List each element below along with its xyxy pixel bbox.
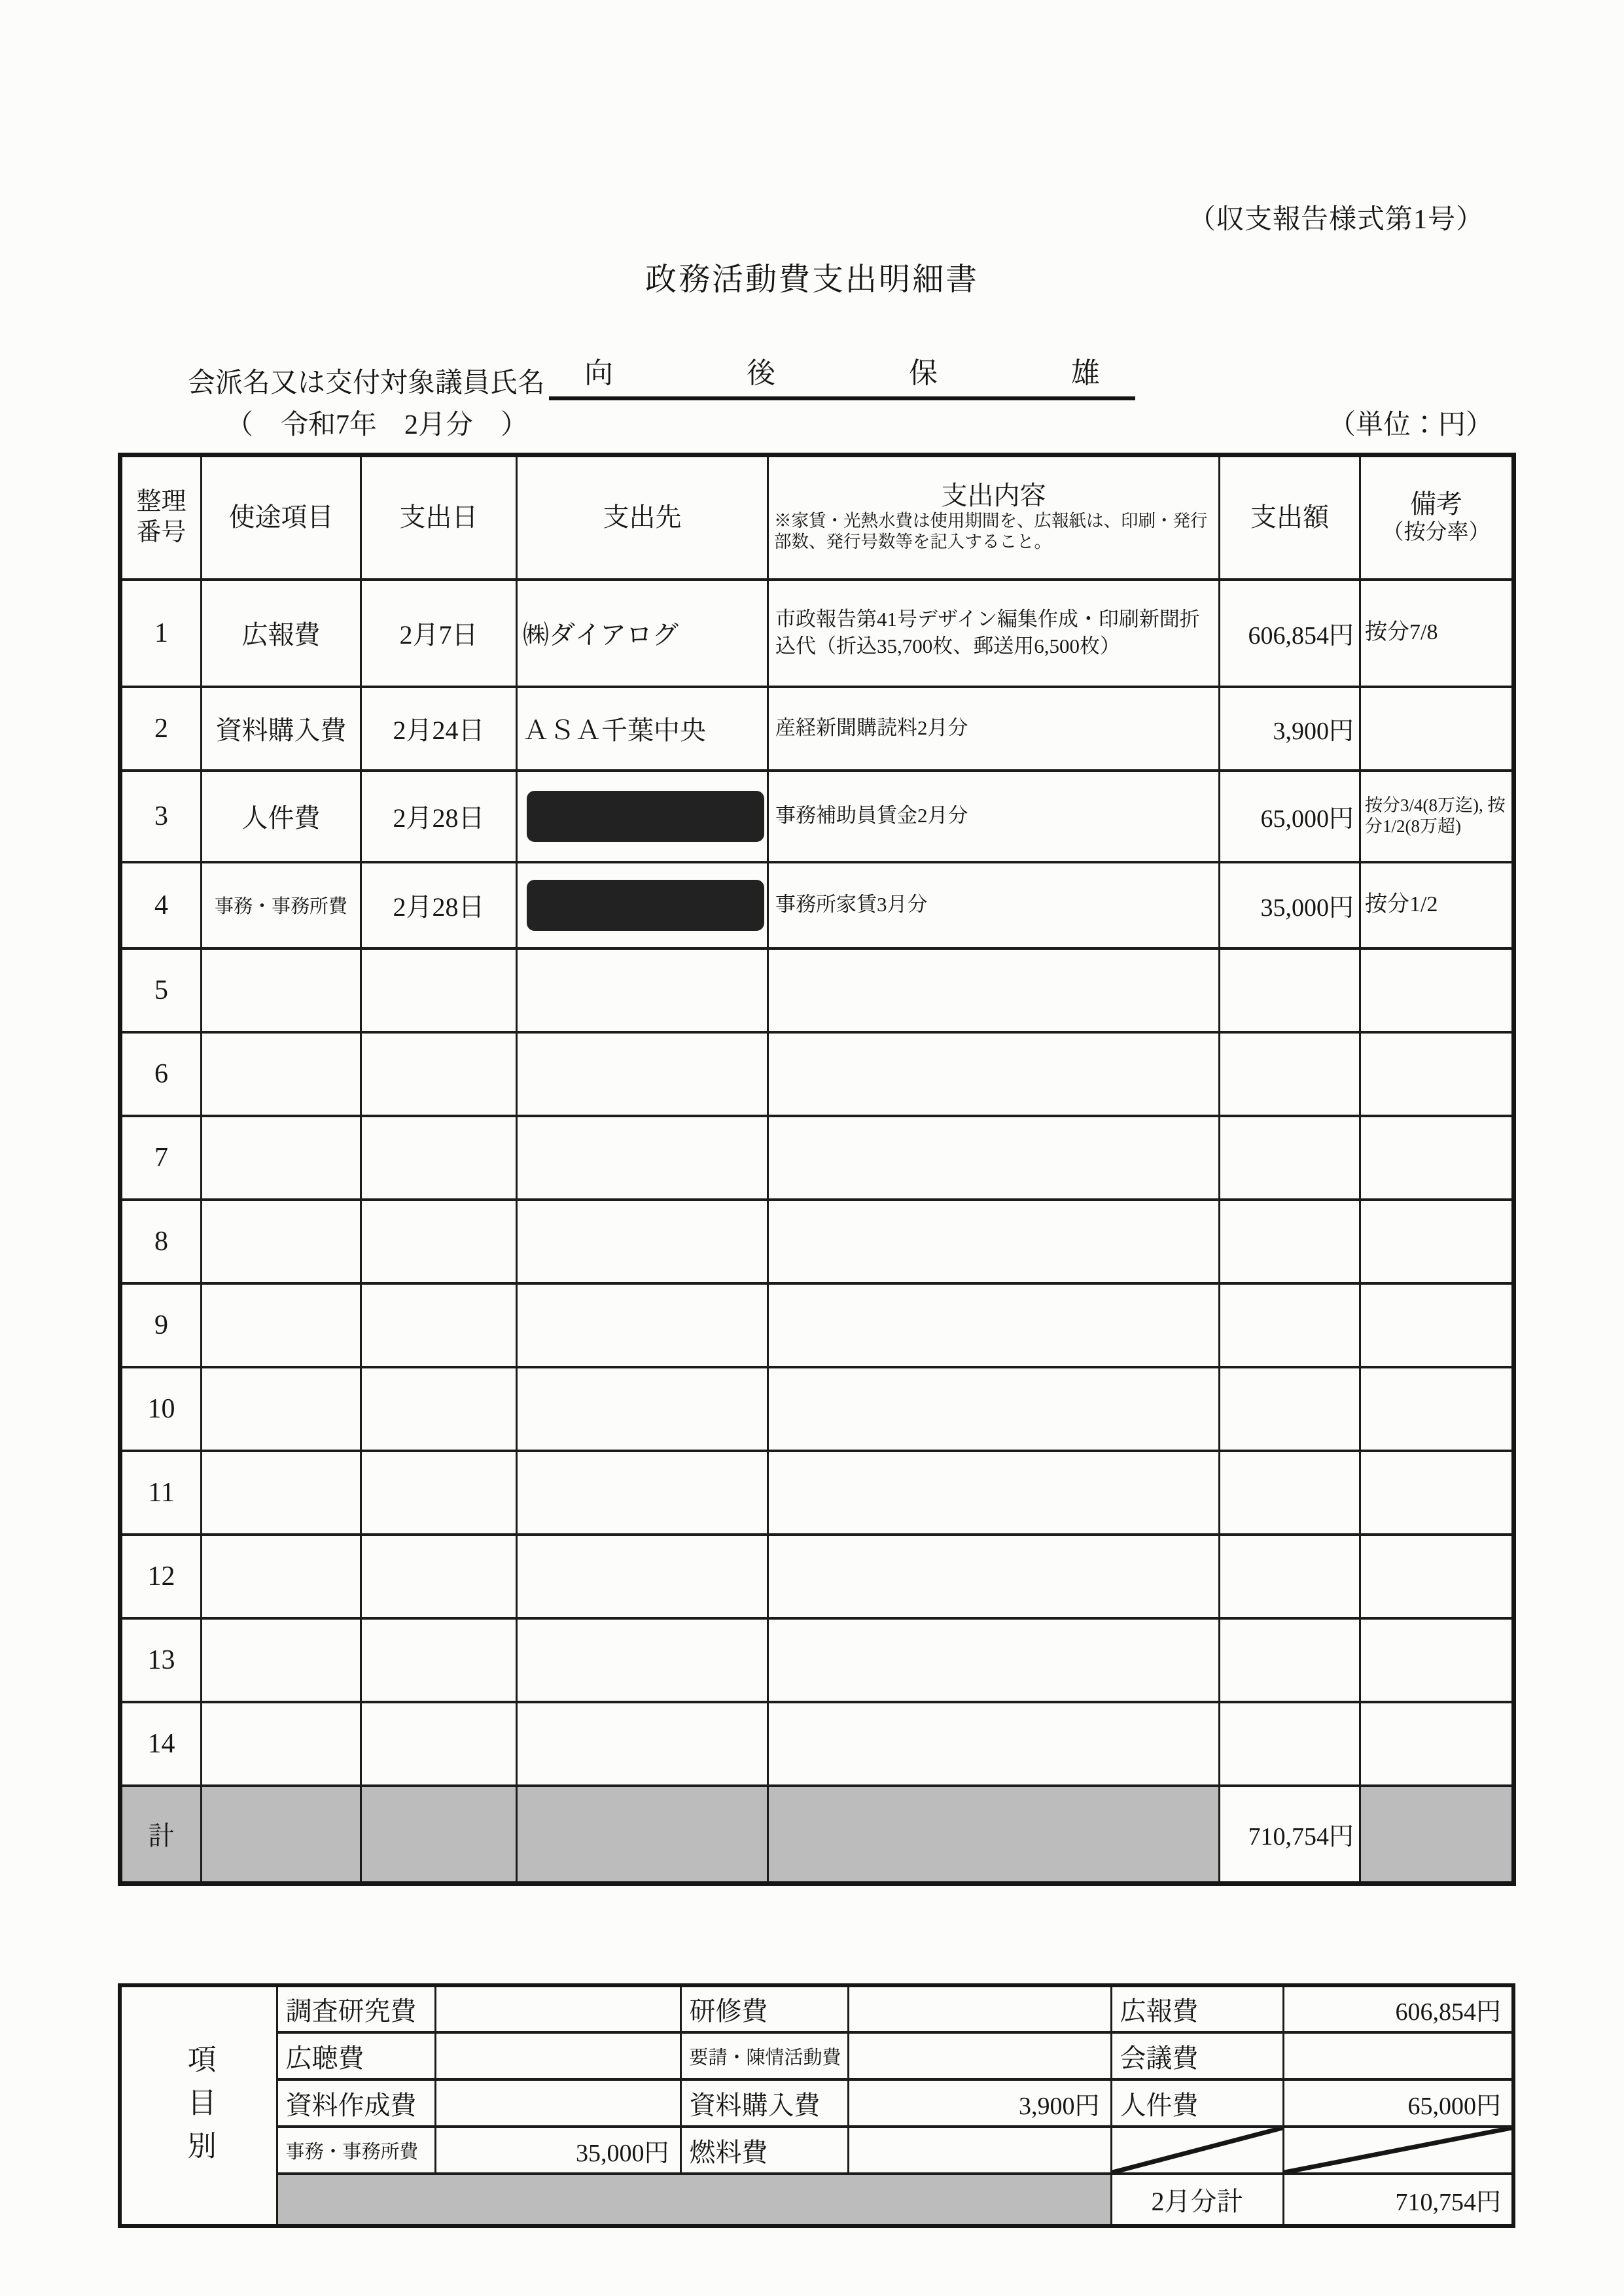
amount-cell: [1220, 1032, 1360, 1116]
entry-number-cell: 11: [120, 1451, 202, 1535]
amount-cell: [1220, 1451, 1360, 1535]
category-cell: 資料購入費: [202, 687, 361, 771]
amount-cell: [1220, 1200, 1360, 1283]
unit-note: （単位：円）: [1328, 410, 1493, 440]
entry-number-cell: 10: [120, 1367, 202, 1451]
entry-number-cell: 13: [120, 1618, 202, 1702]
total-empty-category: [202, 1786, 361, 1884]
summary-total-row: [120, 2174, 1513, 2226]
header-content: [768, 455, 1220, 580]
payee-cell: [517, 1283, 768, 1367]
content-cell: [768, 1451, 1220, 1535]
total-empty-remarks: [1360, 1786, 1514, 1884]
summary-amount: [435, 1985, 680, 2032]
entry-number-cell: 4: [120, 862, 202, 948]
date-cell: [361, 1618, 517, 1702]
expense-row: [120, 1702, 1514, 1786]
category-cell: [202, 1367, 361, 1451]
summary-amount: 65,000円: [1283, 2079, 1513, 2127]
category-cell: [202, 1200, 361, 1283]
remarks-cell: 按分7/8: [1360, 580, 1514, 687]
content-cell: [768, 1116, 1220, 1200]
summary-total-amount: 710,754円: [1283, 2174, 1513, 2226]
date-cell: [361, 1451, 517, 1535]
expense-row: [120, 1618, 1514, 1702]
remarks-cell: [1360, 1451, 1514, 1535]
header-content-title: 支出内容: [941, 480, 1046, 510]
expense-row: [120, 1032, 1514, 1116]
summary-row-3: [120, 2079, 1513, 2127]
category-cell: [202, 1702, 361, 1786]
summary-amount: [848, 1985, 1111, 2032]
remarks-cell: 按分3/4(8万迄), 按分1/2(8万超): [1360, 771, 1514, 862]
date-cell: [361, 1367, 517, 1451]
content-cell: [768, 1702, 1220, 1786]
amount-cell: [1220, 1618, 1360, 1702]
amount-cell: 606,854円: [1220, 580, 1360, 687]
entry-number-cell: 2: [120, 687, 202, 771]
entry-number-cell: 12: [120, 1535, 202, 1618]
entry-number-cell: 9: [120, 1283, 202, 1367]
member-name-row: [188, 349, 1135, 400]
summary-label: 会議費: [1111, 2032, 1283, 2079]
payee-cell: ＡＳＡ千葉中央: [517, 687, 768, 771]
summary-total-label: 2月分計: [1111, 2174, 1283, 2226]
date-cell: 2月7日: [361, 580, 517, 687]
diagonal-strike-line: [1284, 2128, 1512, 2172]
expense-row: [120, 1367, 1514, 1451]
payee-cell: [517, 1451, 768, 1535]
expense-row: [120, 687, 1514, 771]
date-cell: [361, 1200, 517, 1283]
date-cell: [361, 1283, 517, 1367]
summary-label: 資料作成費: [277, 2079, 435, 2127]
header-payee: 支出先: [517, 455, 768, 580]
payee-cell: [517, 862, 768, 948]
header-date: 支出日: [361, 455, 517, 580]
entry-number-cell: 1: [120, 580, 202, 687]
category-cell: [202, 1618, 361, 1702]
expense-row: [120, 1535, 1514, 1618]
summary-label: 研修費: [680, 1985, 848, 2032]
expense-total-row: [120, 1786, 1514, 1884]
content-cell: [768, 1535, 1220, 1618]
total-empty-date: [361, 1786, 517, 1884]
content-cell: [768, 1618, 1220, 1702]
summary-amount: 606,854円: [1283, 1985, 1513, 2032]
remarks-cell: [1360, 1200, 1514, 1283]
amount-cell: [1220, 1283, 1360, 1367]
content-cell: [768, 1032, 1220, 1116]
amount-cell: [1220, 1367, 1360, 1451]
payee-cell: [517, 1535, 768, 1618]
content-cell: [768, 1200, 1220, 1283]
amount-cell: [1220, 1535, 1360, 1618]
header-content-note: ※家賃・光熱水費は使用期間を、広報紙は、印刷・発行部数、発行号数等を記入すること。: [774, 510, 1208, 552]
summary-label: 要請・陳情活動費: [680, 2032, 848, 2079]
category-cell: [202, 1032, 361, 1116]
summary-label: 広報費: [1111, 1985, 1283, 2032]
expense-row: [120, 1200, 1514, 1283]
content-cell: [768, 1367, 1220, 1451]
category-cell: [202, 1535, 361, 1618]
content-cell: 市政報告第41号デザイン編集作成・印刷新聞折込代（折込35,700枚、郵送用6,500枚）: [768, 580, 1220, 687]
summary-shaded-bar: [277, 2174, 1111, 2226]
expense-row: [120, 1116, 1514, 1200]
payee-cell: ㈱ダイアログ: [517, 580, 768, 687]
date-cell: 2月24日: [361, 687, 517, 771]
payee-cell: [517, 1618, 768, 1702]
summary-label: 事務・事務所費: [277, 2127, 435, 2174]
header-category: 使途項目: [202, 455, 361, 580]
report-period-label: （ 令和7年 2月分 ）: [226, 410, 529, 440]
redaction-box: [527, 791, 764, 842]
summary-crossed-amount-cell: [1283, 2127, 1513, 2174]
entry-number-cell: 7: [120, 1116, 202, 1200]
content-cell: 産経新聞購読料2月分: [768, 687, 1220, 771]
total-empty-content: [768, 1786, 1220, 1884]
payee-cell: [517, 1702, 768, 1786]
entry-number-cell: 5: [120, 948, 202, 1032]
category-cell: 人件費: [202, 771, 361, 862]
member-name-label: 会派名又は交付対象議員氏名: [188, 368, 546, 398]
expense-row: [120, 1451, 1514, 1535]
remarks-cell: [1360, 1618, 1514, 1702]
remarks-cell: [1360, 1032, 1514, 1116]
content-cell: 事務所家賃3月分: [768, 862, 1220, 948]
summary-amount: [435, 2079, 680, 2127]
amount-cell: [1220, 1116, 1360, 1200]
summary-label: 人件費: [1111, 2079, 1283, 2127]
content-cell: [768, 948, 1220, 1032]
date-cell: 2月28日: [361, 771, 517, 862]
summary-row-header: 項目別: [120, 1985, 277, 2226]
date-cell: [361, 1116, 517, 1200]
date-cell: [361, 948, 517, 1032]
entry-number-cell: 3: [120, 771, 202, 862]
remarks-cell: [1360, 687, 1514, 771]
expense-row: [120, 948, 1514, 1032]
summary-amount: 35,000円: [435, 2127, 680, 2174]
content-cell: [768, 1283, 1220, 1367]
summary-label: 資料購入費: [680, 2079, 848, 2127]
category-cell: [202, 948, 361, 1032]
entry-number-cell: 8: [120, 1200, 202, 1283]
category-cell: 広報費: [202, 580, 361, 687]
member-name-value: 向 後 保 雄: [549, 349, 1135, 400]
summary-row-2: [120, 2032, 1513, 2079]
form-number-label: （収支報告様式第1号）: [1188, 205, 1484, 235]
summary-row-4: [120, 2127, 1513, 2174]
expense-rows: [120, 580, 1514, 1786]
amount-cell: [1220, 948, 1360, 1032]
remarks-cell: [1360, 1702, 1514, 1786]
remarks-cell: [1360, 1116, 1514, 1200]
category-cell: 事務・事務所費: [202, 862, 361, 948]
summary-amount: [848, 2032, 1111, 2079]
total-empty-payee: [517, 1786, 768, 1884]
payee-cell: [517, 1200, 768, 1283]
date-cell: [361, 1535, 517, 1618]
summary-label: 調査研究費: [277, 1985, 435, 2032]
payee-cell: [517, 771, 768, 862]
remarks-cell: [1360, 1535, 1514, 1618]
summary-label: 広聴費: [277, 2032, 435, 2079]
header-amount: 支出額: [1220, 455, 1360, 580]
summary-row-1: [120, 1985, 1513, 2032]
payee-cell: [517, 1116, 768, 1200]
remarks-cell: [1360, 948, 1514, 1032]
date-cell: [361, 1032, 517, 1116]
header-entry-number: 整理 番号: [120, 455, 202, 580]
summary-crossed-label-cell: [1111, 2127, 1283, 2174]
summary-amount: [1283, 2032, 1513, 2079]
category-summary-table: [118, 1983, 1515, 2228]
category-cell: [202, 1451, 361, 1535]
content-cell: 事務補助員賃金2月分: [768, 771, 1220, 862]
remarks-cell: [1360, 1283, 1514, 1367]
expense-row: [120, 580, 1514, 687]
total-label-cell: 計: [120, 1786, 202, 1884]
expense-table-header-row: [120, 455, 1514, 580]
expense-row: [120, 771, 1514, 862]
amount-cell: 3,900円: [1220, 687, 1360, 771]
payee-cell: [517, 948, 768, 1032]
remarks-cell: 按分1/2: [1360, 862, 1514, 948]
entry-number-cell: 6: [120, 1032, 202, 1116]
expense-row: [120, 1283, 1514, 1367]
category-cell: [202, 1116, 361, 1200]
amount-cell: [1220, 1702, 1360, 1786]
page-title: 政務活動費支出明細書: [644, 262, 979, 297]
summary-label: 燃料費: [680, 2127, 848, 2174]
expense-row: [120, 862, 1514, 948]
summary-amount: [435, 2032, 680, 2079]
redaction-box: [527, 880, 764, 931]
summary-amount: 3,900円: [848, 2079, 1111, 2127]
expense-detail-table: [118, 453, 1516, 1886]
date-cell: 2月28日: [361, 862, 517, 948]
amount-cell: 35,000円: [1220, 862, 1360, 948]
diagonal-strike-line: [1112, 2128, 1282, 2172]
category-cell: [202, 1283, 361, 1367]
total-amount-cell: 710,754円: [1220, 1786, 1360, 1884]
header-remarks: 備考 （按分率）: [1360, 455, 1514, 580]
amount-cell: 65,000円: [1220, 771, 1360, 862]
summary-amount: [848, 2127, 1111, 2174]
remarks-cell: [1360, 1367, 1514, 1451]
payee-cell: [517, 1367, 768, 1451]
date-cell: [361, 1702, 517, 1786]
payee-cell: [517, 1032, 768, 1116]
entry-number-cell: 14: [120, 1702, 202, 1786]
